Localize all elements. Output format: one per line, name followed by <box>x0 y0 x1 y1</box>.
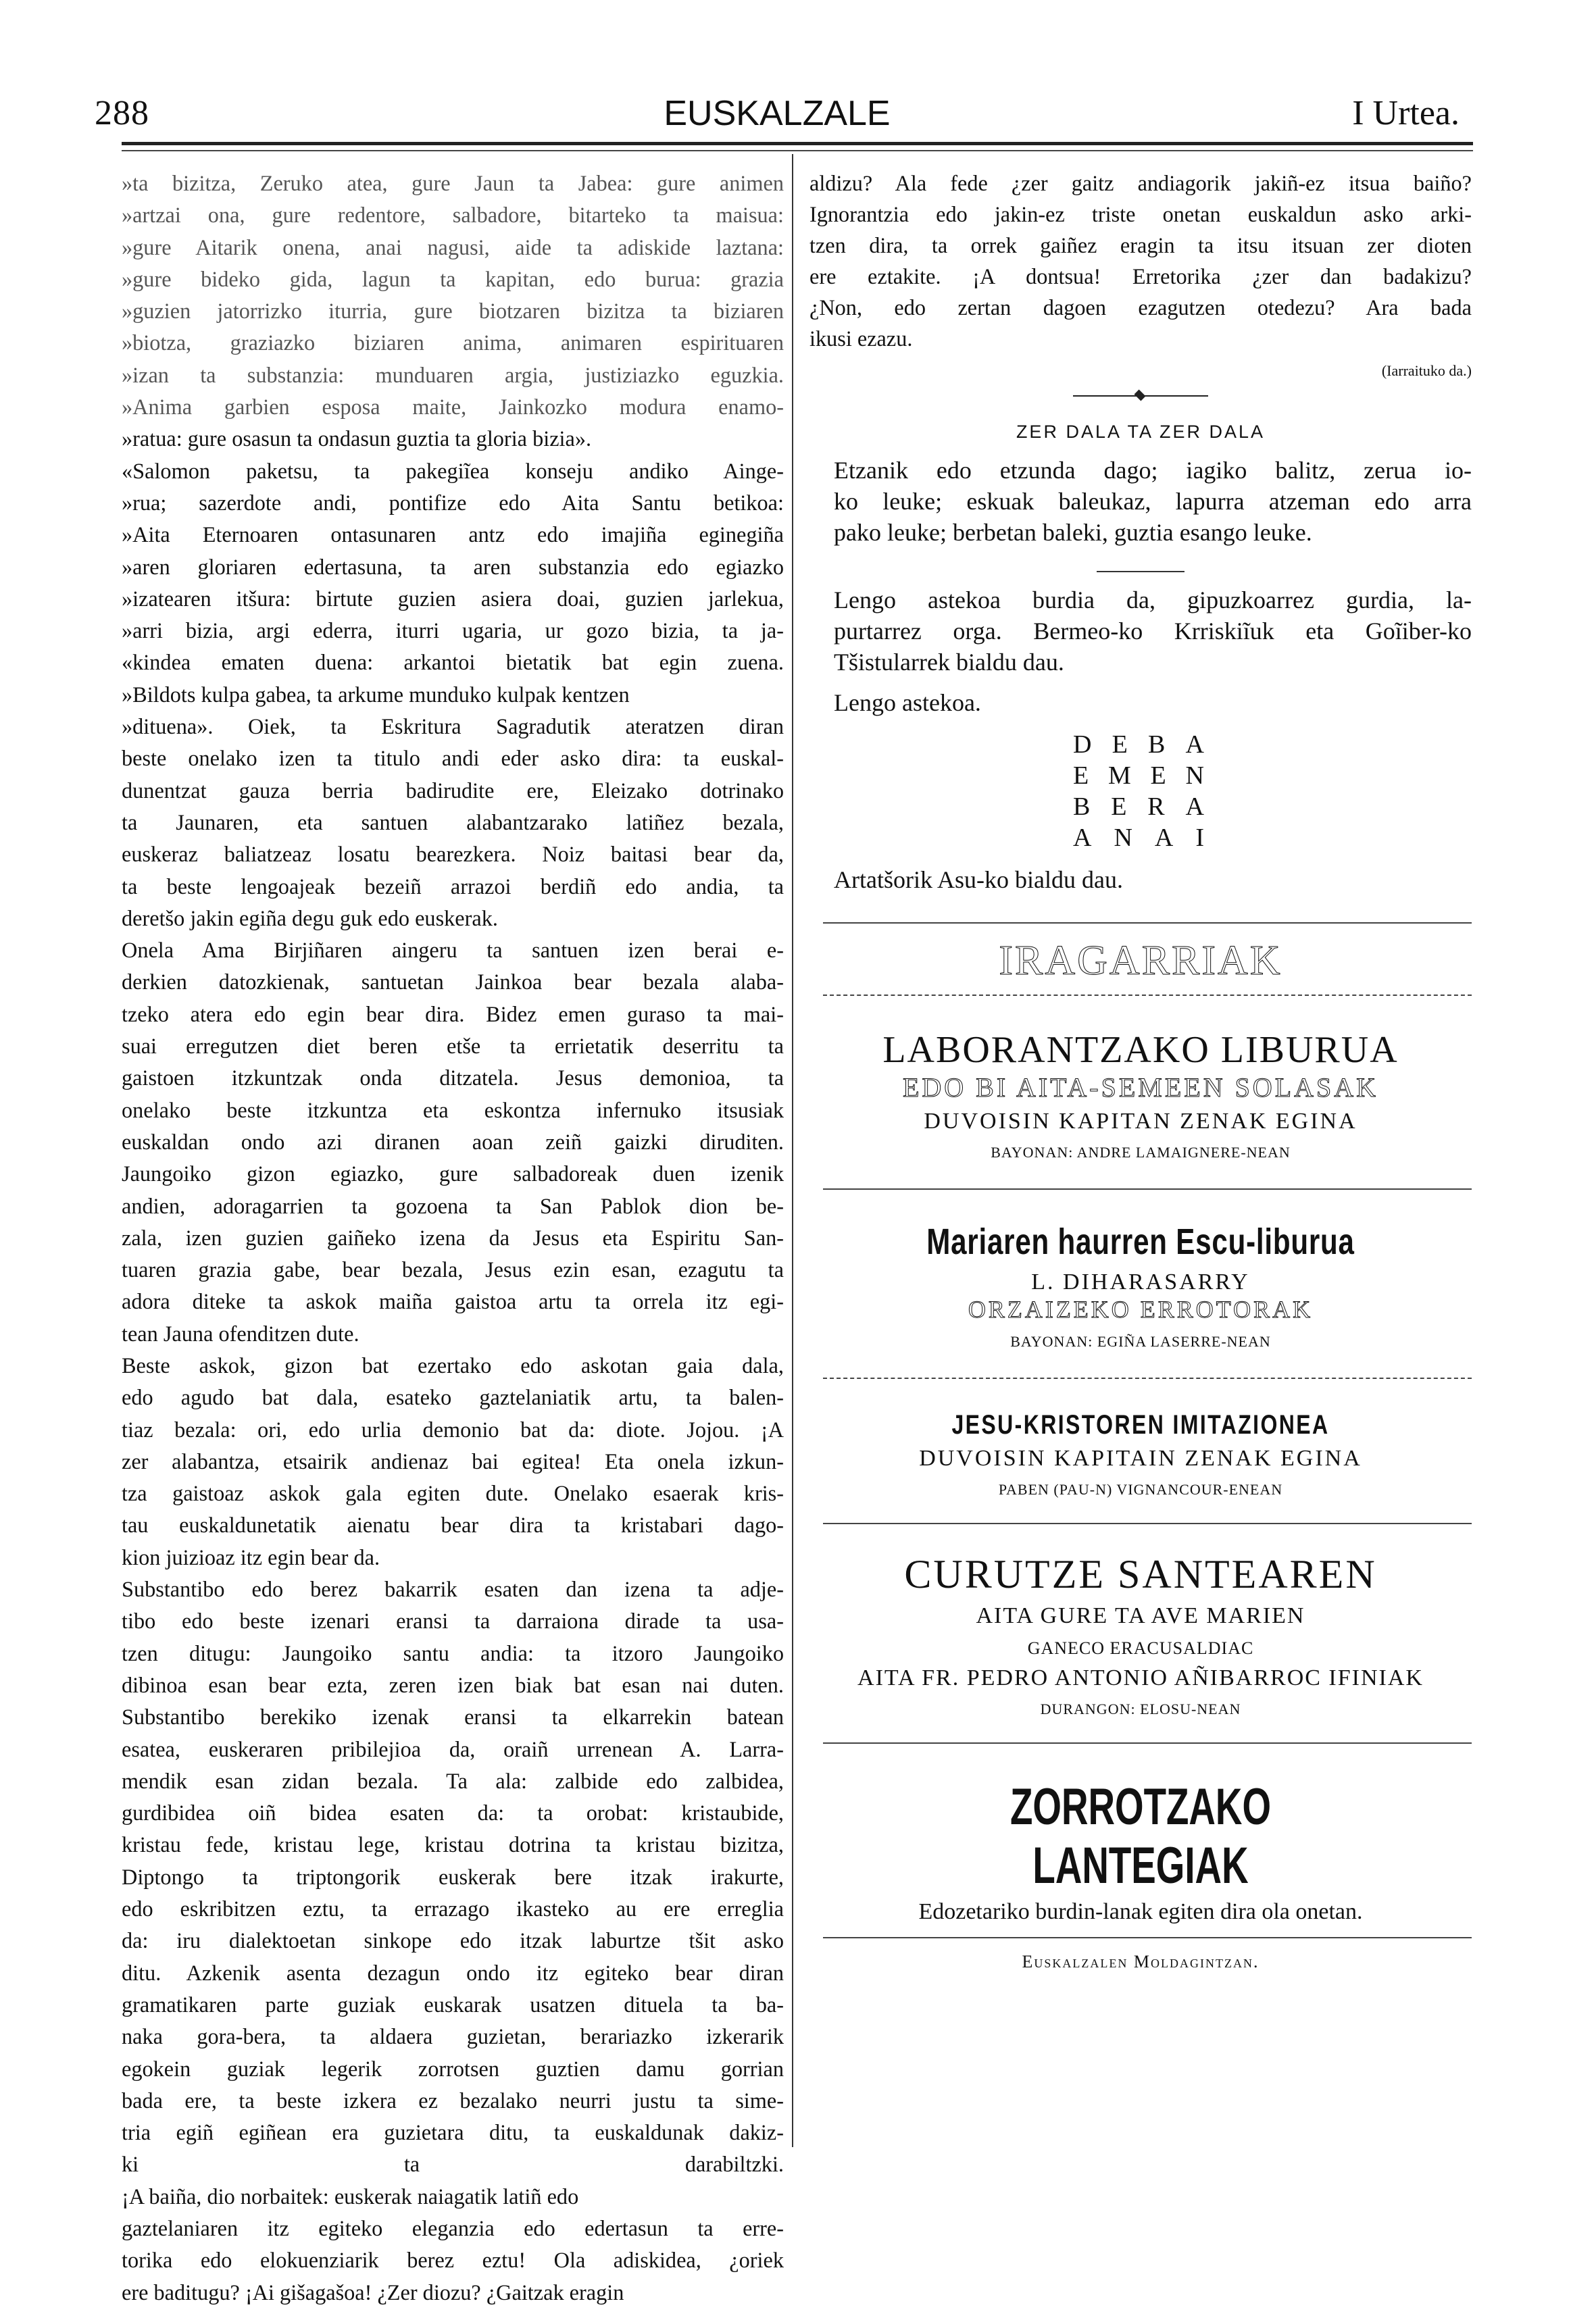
ad-mariaren <box>809 1221 1472 1351</box>
ad-subtitle: ORZAIZEKO ERROTORAK <box>968 1296 1314 1323</box>
ad-title: CURUTZE SANTEAREN <box>904 1552 1377 1596</box>
text-line: «Salomon paketsu, ta pakegiĩea konseju andiko Ainge- <box>122 458 784 483</box>
text-line: tiaz bezala: ori, edo urlia demonio bat da: diote. Jojou. ¡A <box>122 1417 784 1442</box>
text-line: gramatikaren parte guziak euskarak usatzen dituela ta ba- <box>122 1992 784 2017</box>
ad-title: LABORANTZAKO LIBURUA <box>882 1029 1399 1071</box>
ad-zorrotzako <box>809 1778 1472 1972</box>
ad-author: DUVOISIN KAPITAIN ZENAK EGINA <box>919 1446 1362 1471</box>
ad-publisher: BAYONAN: EGIÑA LASERRE-NEAN <box>1010 1333 1271 1350</box>
acrostic-letter: E <box>1150 761 1170 790</box>
text-line: aldizu? Ala fede ¿zer gaitz andiagorik jakiñ-ez itsua baiño? <box>809 171 1472 195</box>
left-column <box>122 168 784 2309</box>
acrostic-letter: A <box>1154 824 1178 852</box>
text-line: »ratua: gure osasun ta ondasun guztia ta gloria bizia». <box>122 426 592 451</box>
text-line: kion juizioaz itz egin bear da. <box>122 1544 380 1569</box>
text-line: tuaren grazia gabe, bear bezala, Jesus ezin esan, ezagutu ta <box>122 1257 784 1282</box>
text-line: »biotza, graziazko biziaren anima, animaren espirituaren <box>122 330 784 355</box>
text-line: »rua; sazerdote andi, pontifize edo Aita Santu betikoa: <box>122 490 784 515</box>
ad-rule <box>823 1378 1472 1379</box>
ad-publisher: PABEN (PAU-N) VIGNANCOUR-ENEAN <box>998 1481 1283 1498</box>
acrostic-letter: D <box>1073 730 1096 759</box>
continued-text <box>809 168 1472 354</box>
text-line: suai erregutzen diet beren etše ta errietatik deserritu ta <box>122 1034 784 1059</box>
text-line: deretšo jakin egiña degu guk edo euskerak. <box>122 905 498 930</box>
lengo-label: Lengo astekoa. <box>834 689 981 716</box>
text-line: zala, izen guzien gaiñeko izena da Jesus eta Espiritu San- <box>122 1225 784 1250</box>
ad-line: Edozetariko burdin-lanak egiten dira ola onetan. <box>918 1899 1363 1924</box>
text-line: tzen ditugu: Jaungoiko santu andia: ta itzoro Jaungoiko <box>122 1640 784 1665</box>
acrostic-row <box>1073 791 1208 822</box>
section-rule <box>823 922 1472 924</box>
text-line: tau euskaldunetatik aienatu bear dira ta kristabari dago- <box>122 1513 784 1538</box>
acrostic-row <box>1073 760 1208 791</box>
text-line: Beste askok, gizon bat ezertako edo askotan gaia dala, <box>122 1353 784 1378</box>
text-line: Jaungoiko gizon egiazko, gure salbadoreak duen izenik <box>122 1161 784 1186</box>
answer-line: Tšistularrek bialdu dau. <box>834 649 1064 676</box>
text-line: gaztelaniaren itz egiteko eleganzia edo edertasun ta erre- <box>122 2216 784 2240</box>
text-line: andien, adoragarrien ta gozoena ta San Pablok dion be- <box>122 1193 784 1218</box>
to-be-continued: (Iarraituko da.) <box>1381 362 1472 379</box>
text-line: kristau fede, kristau lege, kristau dotrina ta kristau bizitza, <box>122 1832 784 1857</box>
text-line: ki ta darabiltzki. <box>122 2152 784 2177</box>
header-rule-thin <box>122 150 1473 151</box>
text-line: tzen dira, ta orrek gaiñez eragin ta itsu itsuan zer dioten <box>809 233 1472 257</box>
ad-imitazionea <box>809 1410 1472 1499</box>
text-line: adora diteke ta askok maiña gaistoa artu ta orrela itz egi- <box>122 1289 784 1314</box>
ad-rule <box>823 1523 1472 1524</box>
text-line: zer alabantza, etsairik andienaz bai egitea! Eta onela izkun- <box>122 1449 784 1474</box>
text-line: egokein guziak legerik zorrotsen guztien damu gorrian <box>122 2056 784 2081</box>
text-line: mendik esan zidan bezala. Ta ala: zalbide edo zalbidea, <box>122 1768 784 1793</box>
text-line: tibo edo beste izenari eransi ta darraiona diradе ta usa- <box>122 1609 784 1634</box>
text-line: euskeraz baliatzeaz losatu bearezkera. Noiz baitasi bear da, <box>122 842 784 867</box>
text-line: «kindea ematen duena: arkantoi bietatik bat egin zuena. <box>122 650 784 675</box>
text-line: dibinoa esan bear ezta, zeren izen biak bat esan nai duten. <box>122 1672 784 1697</box>
volume-label: I Urtea. <box>1352 94 1460 132</box>
text-line: »aren gloriaren edertasuna, ta aren substanzia edo egiazko <box>122 554 784 579</box>
riddle-text <box>809 455 1472 548</box>
acrostic-letter: E <box>1111 793 1131 821</box>
riddle-line: ko leuke; eskuak baleukaz, lapurra atzeman edo arra <box>834 488 1472 515</box>
acrostic-credit: Artatšorik Asu-ko bialdu dau. <box>834 866 1123 893</box>
text-line: ta Jaunaren, eta santuen alabantzarako latiñez bezala, <box>122 809 784 834</box>
acrostic-letter: B <box>1073 793 1095 821</box>
text-line: onelako beste itzkuntza eta eskontza infernuko itsusiak <box>122 1097 784 1122</box>
text-line: ta beste lengoajeak bezeiñ arrazoi berdiñ edo andia, ta <box>122 874 784 899</box>
acrostic-letter: A <box>1185 730 1208 759</box>
ad-publisher: BAYONAN: ANDRE LAMAIGNERE-NEAN <box>991 1144 1291 1161</box>
acrostic-grid <box>1073 729 1208 853</box>
text-line: tria egiñ egiñean era guzietara ditu, ta euskaldunak dakiz- <box>122 2120 784 2145</box>
text-line: »Bildots kulpa gabea, ta arkume munduko kulpak kentzen <box>122 682 630 707</box>
text-line: tza gaistoaz askok gala egiten dute. Onelako esaerak kris- <box>122 1481 784 1506</box>
acrostic-letter: I <box>1195 824 1208 852</box>
riddle-title: ZER DALA TA ZER DALA <box>1016 422 1266 442</box>
text-line: derkien datozkienak, santuetan Jainkoa bear bezala alaba- <box>122 970 784 995</box>
ad-subtitle: EDO BI AITA-SEMEEN SOLASAK <box>902 1072 1379 1103</box>
text-line: edo agudo bat dala, esateko gaztelaniatik artu, ta balen- <box>122 1385 784 1410</box>
ad-title: JESU-KRISTOREN IMITAZIONEA <box>951 1410 1330 1440</box>
text-line: ¡A baiña, dio norbaitek: euskerak naiagatik latiñ edo <box>122 2184 579 2209</box>
riddle-line: Etzanik edo etzunda dago; iagiko balitz, zerua io- <box>834 457 1472 484</box>
text-line: Ignorantzia edo jakin-ez triste onetan euskaldun asko arki- <box>809 202 1472 226</box>
ads-rule <box>823 995 1472 996</box>
text-line: gaistoen itzkuntzak onda ditzatela. Jesus demonioa, ta <box>122 1065 784 1090</box>
text-line: »izatearen itšura: birtute guzien asiera doai, guzien jarlekua, <box>122 586 784 611</box>
text-line: »Aita Eternoaren ontasunaren antz edo imajiña eginegiña <box>122 522 784 547</box>
ad-rule <box>823 1188 1472 1190</box>
text-line: »gure Aitarik onena, anai nagusi, aide ta adiskide laztana: <box>122 234 784 259</box>
text-line: gurdibidea oiñ bidea esaten da: ta orobat: kristaubide, <box>122 1801 784 1826</box>
acrostic-letter: A <box>1073 824 1096 852</box>
page-number: 288 <box>95 94 149 132</box>
text-line: Substantibo berekiko izenak eransi ta elkarrekin batean <box>122 1705 784 1730</box>
text-line: torika edo elokuenziarik berez eztu! Ola adiskidea, ¿oriek <box>122 2248 784 2273</box>
text-line: dunentzat gauza berria badirudite ere, Eleizako dotrinako <box>122 778 784 803</box>
acrostic-letter: B <box>1148 730 1170 759</box>
text-line: ¿Non, edo zertan dagoen ezagutzen otedezu? Ara bada <box>809 295 1472 320</box>
ad-title: Mariaren haurren Escu-liburua <box>926 1222 1355 1262</box>
ad-curutze <box>809 1551 1472 1718</box>
text-line: edo eskribitzen eztu, ta errazago ikasteko au ere erreglia <box>122 1896 784 1921</box>
header-rule <box>122 142 1473 145</box>
short-divider <box>1097 571 1184 572</box>
ad-author: DUVOISIN KAPITAN ZENAK EGINA <box>924 1109 1357 1134</box>
acrostic-letter: N <box>1114 824 1137 852</box>
text-line: ikusi ezazu. <box>809 326 913 351</box>
text-line: »izan ta substanzia: munduaren argia, justiziazko eguzkia. <box>122 362 784 387</box>
answer-line: Lengo astekoa burdia da, gipuzkoarrez gurdia, la- <box>834 586 1472 613</box>
acrostic-row <box>1073 729 1208 760</box>
ad-laborantzako <box>809 1028 1472 1161</box>
text-line: da: iru dialektoetan sinkope edo itzak laburtze tšit asko <box>122 1928 784 1953</box>
text-line: Onela Ama Birjiñaren aingeru ta santuen izen berai e- <box>122 938 784 963</box>
text-line: tean Jauna ofenditzen dute. <box>122 1321 359 1346</box>
acrostic-letter: N <box>1185 761 1208 790</box>
journal-title: EUSKALZALE <box>664 94 891 133</box>
ad-author: L. DIHARASARRY <box>1031 1269 1250 1294</box>
text-line: esatea, euskeraren pribilejioa da, oraiñ urrenean A. Larra- <box>122 1736 784 1761</box>
text-line: »guzien jatorrizko iturria, gure biotzaren bizitza ta biziaren <box>122 299 784 324</box>
ads-heading: IRAGARRIAK <box>999 938 1282 984</box>
text-line: ditu. Azkenik asenta dezagun ondo itz egiteko bear diran <box>122 1960 784 1985</box>
text-line: »dituena». Oiek, ta Eskritura Sagradutik ateratzen diran <box>122 714 784 739</box>
text-line: ere eztakite. ¡A dontsua! Erretorika ¿zer dan badakizu? <box>809 264 1472 288</box>
text-line: naka gora-bera, ta aldaera guzietan, berariazko izkerarik <box>122 2024 784 2049</box>
text-line: »artzai ona, gure redentore, salbadore, bitarteko ta maisua: <box>122 203 784 228</box>
riddle-line: pako leuke; berbetan baleki, guztia esango leuke. <box>834 519 1312 546</box>
text-line: euskaldan ondo azi diranen aoan zeiñ gaizki diruditen. <box>122 1129 784 1154</box>
column-divider <box>792 154 793 2147</box>
acrostic-letter: R <box>1147 793 1169 821</box>
text-line: »Anima garbien esposa maite, Jainkozko modura enamo- <box>122 395 784 420</box>
text-line: beste onelako izen ta titulo andi eder asko dira: ta euskal- <box>122 746 784 771</box>
acrostic-letter: A <box>1185 793 1208 821</box>
text-line: ere baditugu? ¡Ai gišagašoa! ¿Zer diozu? ¿Gaitzak eragin <box>122 2280 624 2305</box>
ad-title: ZORROTZAKO LANTEGIAK <box>1009 1778 1272 1894</box>
running-header <box>95 93 1460 141</box>
ad-rule <box>823 1937 1472 1938</box>
right-column <box>809 168 1472 1972</box>
answer-line: purtarrez orga. Bermeo-ko Krriskiĩuk eta Goĩiber-ko <box>834 618 1472 645</box>
text-line: Diptongo ta triptongorik euskerak bere itzak irakurte, <box>122 1864 784 1889</box>
text-line: Substantibo edo berez bakarrik esaten dan izena ta adje- <box>122 1577 784 1602</box>
ad-rule <box>823 1742 1472 1744</box>
ornament-divider <box>1073 393 1208 399</box>
text-line: bada ere, ta beste izkera ez bezalako neurri justu ta sime- <box>122 2088 784 2113</box>
acrostic-letter: E <box>1073 761 1093 790</box>
ad-subtitle-2: GANECO ERACUSALDIAC <box>1027 1638 1254 1658</box>
answer-text <box>809 584 1472 678</box>
text-line: tzeko atera edo egin bear dira. Bidez emen guraso ta mai- <box>122 1001 784 1026</box>
ad-publisher: DURANGON: ELOSU-NEAN <box>1040 1701 1241 1717</box>
acrostic-letter: M <box>1107 761 1135 790</box>
printer-footer: Euskalzalen Moldagintzan. <box>1022 1952 1260 1971</box>
ad-author: AITA FR. PEDRO ANTONIO AÑIBARROC IFINIAK <box>857 1665 1424 1690</box>
acrostic-row <box>1073 822 1208 853</box>
text-line: »arri bizia, argi ederra, iturri ugaria, ur gozo bizia, ta ja- <box>122 618 784 643</box>
acrostic-letter: E <box>1112 730 1132 759</box>
text-line: »gure bideko gida, lagun ta kapitan, edo burua: grazia <box>122 266 784 291</box>
ad-subtitle: AITA GURE TA AVE MARIEN <box>976 1603 1305 1628</box>
text-line: »ta bizitza, Zeruko atea, gure Jaun ta Jabea: gure animen <box>122 171 784 195</box>
